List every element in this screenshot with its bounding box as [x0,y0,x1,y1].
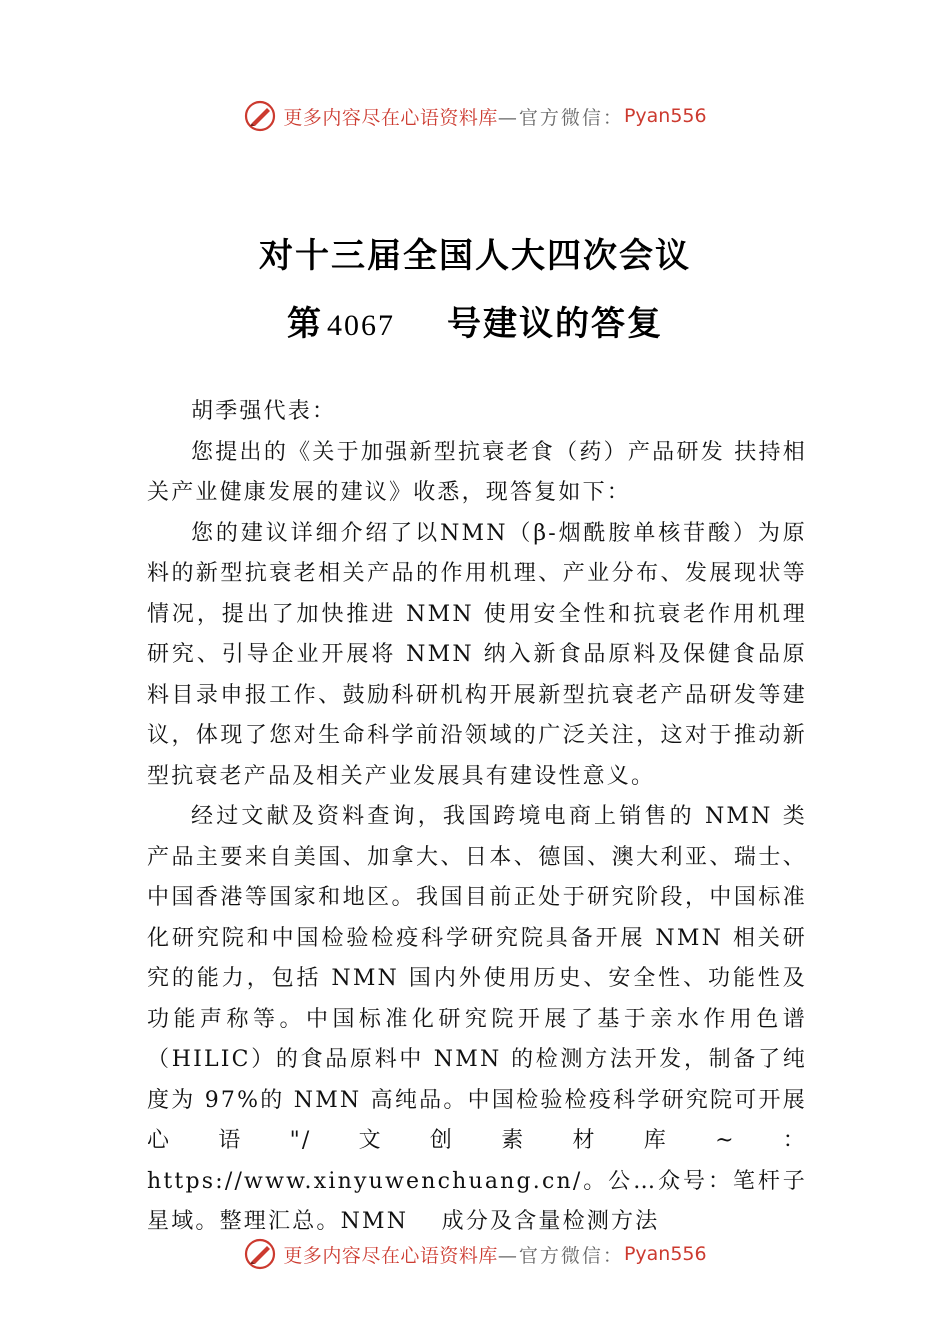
banner-library-text: 更多内容尽在心语资料库 [283,1244,498,1267]
body-paragraph-3: 经过文献及资料查询，我国跨境电商上销售的 NMN 类产品主要来自美国、加拿大、日本、德国、澳大利亚、瑞士、中国香港等国家和地区。我国目前正处于研究阶段，中国标准化研究院和中国检验检疫科学研究院具备开展 NMN 相关研究的能力，包括 NMN 国内外使用历史、安全性、功能性及功能声称等。中国标准化研究院开展了基于亲水作用色谱（HILIC）的食品原料中 NMN 的检测方法开发，制备了纯度为 97%的 NMN 高纯品。中国检验检疫科学研究院可开展心语"/文创素材库~：https://www.xinyuwenchuang.cn/。公…众号：笔杆子星域。整理汇总。NMN 成分及含量检测方法 [147,804,807,1234]
footer-banner [0,1234,950,1274]
body-paragraph-2: 您的建议详细介绍了以NMN（β-烟酰胺单核苷酸）为原料的新型抗衰老相关产品的作用机理、产业分布、发展现状等情况，提出了加快推进 NMN 使用安全性和抗衰老作用机理研究、引导企业开展将 NMN 纳入新食品原料及保健食品原料目录申报工作、鼓励科研机构开展新型抗衰老产品研发等建议，体现了您对生命科学前沿领域的广泛关注，这对于推动新型抗衰老产品及相关产业发展具有建设性意义。 [147,520,807,789]
title-suffix: 号建议的答复 [447,304,663,344]
proposal-number: 4067 [327,309,395,342]
pen-logo-icon [243,1237,277,1271]
header-banner [0,96,950,136]
doc-title-line1: 对十三届全国人大四次会议 [259,236,691,276]
title-prefix: 第 [287,304,323,344]
banner-library-text: 更多内容尽在心语资料库 [283,106,498,129]
document-body [147,392,807,1243]
banner-wechat-id: Pyan556 [623,105,707,127]
pen-logo-icon [243,99,277,133]
body-paragraph-1: 您提出的《关于加强新型抗衰老食（药）产品研发 扶持相关产业健康发展的建议》收悉，现答复如下： [147,439,807,505]
doc-title-line2 [0,296,950,345]
salutation: 胡季强代表： [191,399,337,424]
banner-separator: —官方微信： [497,1244,624,1267]
banner-separator: —官方微信： [497,106,624,129]
banner-wechat-id: Pyan556 [623,1243,707,1265]
